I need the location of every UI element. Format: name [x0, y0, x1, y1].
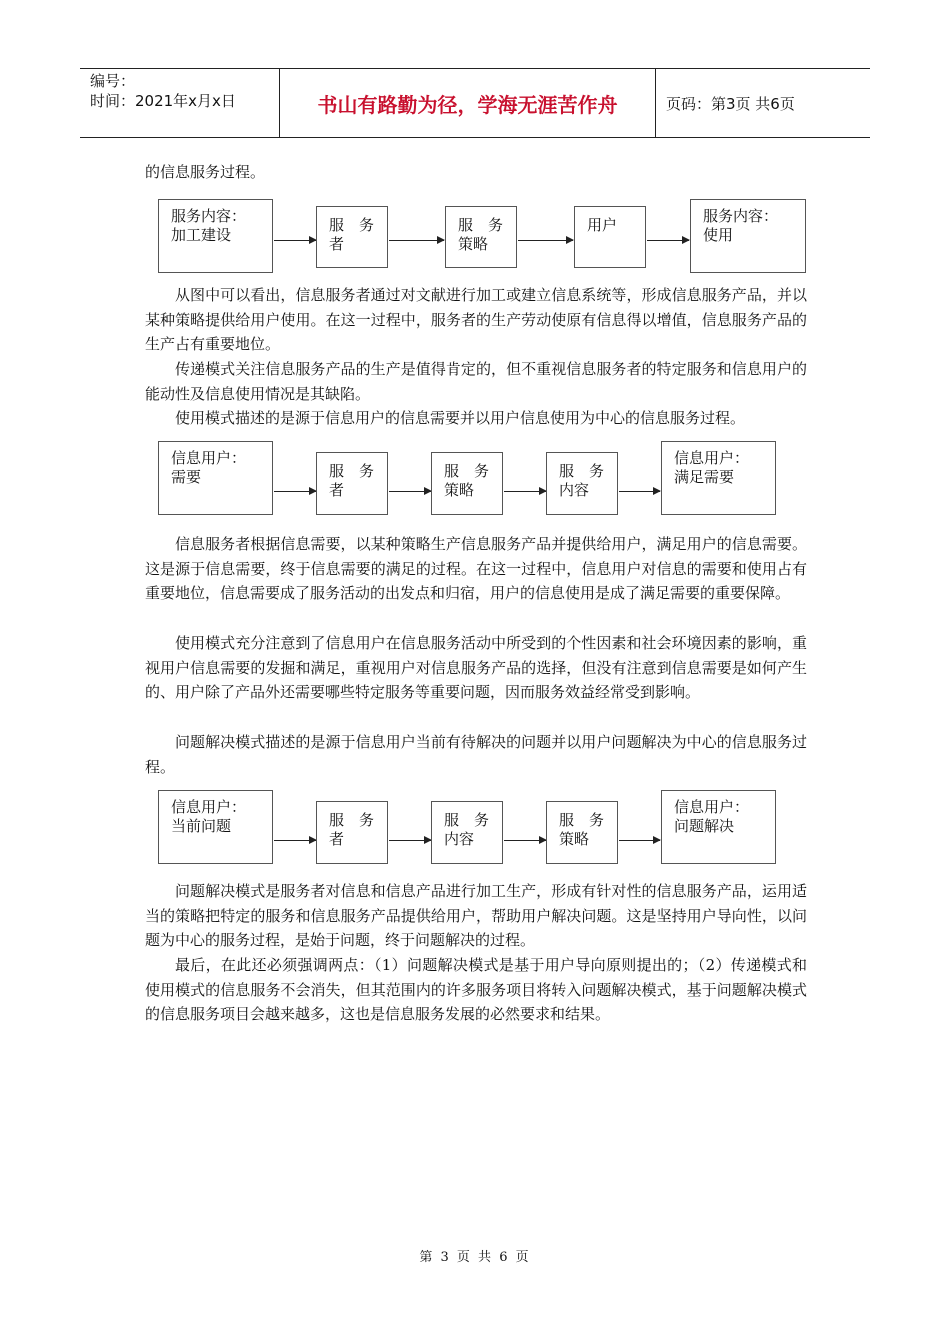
flow3-node-1	[158, 790, 273, 864]
flow2-arrow-4	[619, 491, 660, 492]
flow-node-text: 服 务	[559, 462, 605, 480]
flow-node-text: 信息用户：	[171, 449, 247, 467]
flow3-node-5	[661, 790, 776, 864]
flow2-node-1	[158, 441, 273, 515]
paragraph-1: 从图中可以看出，信息服务者通过对文献进行加工或建立信息系统等，形成信息服务产品，并以某种策略提供给用户使用。在这一过程中，服务者的生产劳动使原有信息得以增值，信息服务产品的生产占有重要地位。	[145, 286, 807, 354]
paragraph-2: 传递模式关注信息服务产品的生产是值得肯定的，但不重视信息服务者的特定服务和信息用户的能动性及信息使用情况是其缺陷。	[145, 360, 807, 403]
flow1-arrow-3	[518, 240, 573, 241]
flow-node-text: 服 务	[329, 462, 375, 480]
flow2-arrow-3	[504, 491, 546, 492]
flow-node-text: 服 务	[329, 811, 375, 829]
flow1-node-2	[316, 206, 388, 268]
flow1-node-4	[574, 206, 646, 268]
flow1-arrow-1	[274, 240, 316, 241]
flow-node-text: 信息用户：	[674, 798, 750, 816]
flow-node-text: 需要	[171, 468, 202, 486]
page-footer: 第 3 页 共 6 页	[419, 1250, 531, 1265]
flow3-arrow-3	[504, 840, 546, 841]
paragraph-3: 使用模式描述的是源于信息用户的信息需要并以用户信息使用为中心的信息服务过程。	[175, 409, 746, 427]
flow-node-text: 信息用户：	[674, 449, 750, 467]
header-motto: 书山有路勤为径，学海无涯苦作舟	[280, 69, 656, 137]
document-time-label: 时间：2021年x月x日	[90, 92, 236, 110]
flow-node-text: 服 务	[329, 216, 375, 234]
flow-node-text: 者	[329, 481, 345, 499]
flow-node-text: 服 务	[444, 462, 490, 480]
paragraph-8: 最后，在此还必须强调两点：（1）问题解决模式是基于用户导向原则提出的；（2）传递模式和使用模式的信息服务不会消失，但其范围内的许多服务项目将转入问题解决模式，基于问题解决模式的信息服务项目会越来越多，这也是信息服务发展的必然要求和结果。	[145, 956, 807, 1024]
flow3-node-3	[431, 801, 503, 864]
paragraph-4: 信息服务者根据信息需要，以某种策略生产信息服务产品并提供给用户，满足用户的信息需要。这是源于信息需要，终于信息需要的满足的过程。在这一过程中，信息用户对信息的需要和使用占有重要地位，信息需要成了服务活动的出发点和归宿，用户的信息使用是成了满足需要的重要保障。	[145, 535, 807, 603]
flow-node-text: 服 务	[458, 216, 504, 234]
header-meta	[80, 69, 280, 137]
flow-node-text: 满足需要	[674, 468, 735, 486]
flow-node-text: 策略	[444, 481, 475, 499]
flow-node-text: 加工建设	[171, 226, 232, 244]
flow-node-text: 当前问题	[171, 817, 232, 835]
flow2-arrow-2	[389, 491, 431, 492]
flow-node-text: 策略	[559, 830, 590, 848]
flow1-node-3	[445, 206, 517, 268]
flow1-node-5	[690, 199, 806, 273]
flow-node-text: 服务内容：	[703, 207, 779, 225]
flow2-node-3	[431, 452, 503, 515]
flow2-node-2	[316, 452, 388, 515]
flow-node-text: 信息用户：	[171, 798, 247, 816]
page-header	[80, 68, 870, 138]
flow-node-text: 内容	[559, 481, 590, 499]
flow-node-text: 者	[329, 235, 345, 253]
flow-node-text: 策略	[458, 235, 489, 253]
flow3-node-4	[546, 801, 618, 864]
flow2-node-5	[661, 441, 776, 515]
flow-node-text: 服 务	[559, 811, 605, 829]
flow-node-text: 使用	[703, 226, 734, 244]
paragraph-5: 使用模式充分注意到了信息用户在信息服务活动中所受到的个性因素和社会环境因素的影响，重视用户信息需要的发掘和满足，重视用户对信息服务产品的选择，但没有注意到信息需要是如何产生的、用户除了产品外还需要哪些特定服务等重要问题，因而服务效益经常受到影响。	[145, 634, 807, 702]
flow-node-text: 内容	[444, 830, 475, 848]
flow3-arrow-2	[389, 840, 431, 841]
flow-node-text: 者	[329, 830, 345, 848]
paragraph-6: 问题解决模式描述的是源于信息用户当前有待解决的问题并以用户问题解决为中心的信息服务过程。	[145, 733, 807, 776]
flow-node-text: 问题解决	[674, 817, 735, 835]
flow2-node-4	[546, 452, 618, 515]
flow1-arrow-2	[389, 240, 444, 241]
flow1-arrow-4	[647, 240, 689, 241]
document-number-label: 编号：	[90, 72, 136, 90]
flow3-arrow-4	[619, 840, 660, 841]
paragraph-7: 问题解决模式是服务者对信息和信息产品进行加工生产，形成有针对性的信息服务产品，运用适当的策略把特定的服务和信息服务产品提供给用户，帮助用户解决问题。这是坚持用户导向性，以问题为中心的服务过程，是始于问题，终于问题解决的过程。	[145, 882, 807, 950]
flow2-arrow-1	[274, 491, 316, 492]
flow3-node-2	[316, 801, 388, 864]
header-page-number: 页码：第3页 共6页	[666, 94, 795, 113]
flow3-arrow-1	[274, 840, 316, 841]
flow-node-text: 服 务	[444, 811, 490, 829]
flow-node-text: 用户	[587, 216, 618, 234]
flow1-node-1	[158, 199, 273, 273]
flow-node-text: 服务内容：	[171, 207, 247, 225]
paragraph-continuation: 的信息服务过程。	[145, 163, 266, 181]
